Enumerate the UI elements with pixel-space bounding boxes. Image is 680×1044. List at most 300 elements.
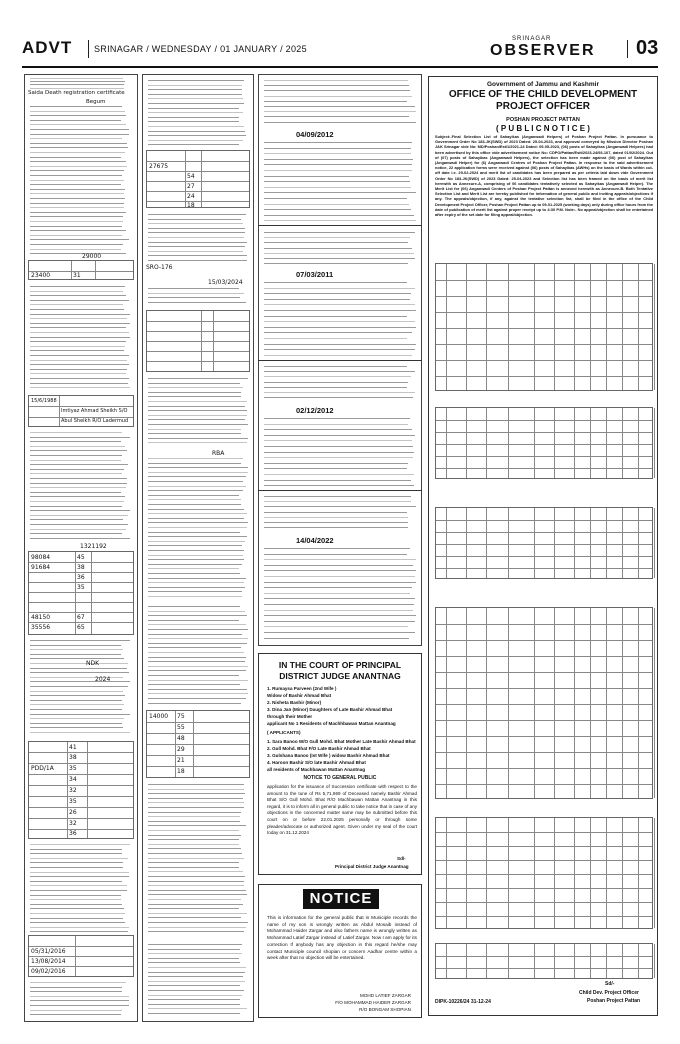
text-line [148,251,243,252]
text-line [264,474,414,475]
text-line [148,433,241,434]
text-line [148,237,244,238]
text-line [148,862,239,863]
text-line [148,962,240,963]
text-line [264,338,407,339]
text-line [264,397,413,398]
court-body: application for the issuance of Succession certificate with respect to the amount to the tune of Rs 5,71,969 of Deceased namely Bashir Ahmad Bhat S/O Gull Mohd. Bhat R/O Machbawan Mattan Anantnag in this regard, it is to inform all in general public to take notice that in case of any objections in the concerned matter same may be submitted before this court on or before 22.01.2025 personally or through some pleader/advocate or authorized agent. Given under my seal of the court today on 31.12.2024 [267,784,417,836]
text-line [148,835,241,836]
text-line [264,576,415,577]
text-line [148,518,244,519]
text-line [264,506,416,507]
text-line [148,255,247,256]
text-line [148,532,240,533]
urdu-notice-date-4: 14/04/2022 [296,536,334,545]
text-line [264,559,416,560]
respondent-line: 1. Sara Banoo W/O Gull Mohd. Bhat Mother Late Bashir Ahmad Bhat [267,739,416,744]
text-line [30,120,121,121]
text-line [30,987,122,988]
text-line [264,610,413,611]
text-line [30,111,125,112]
text-line [148,661,245,662]
text-line [264,446,413,447]
text-line [264,80,408,81]
merit-table [435,507,653,579]
text-line [148,927,246,928]
text-line [148,260,247,261]
text-line [148,812,241,813]
text-line [148,981,245,982]
text-line [30,341,126,342]
text-line [30,881,122,882]
text-line [30,529,126,530]
text-line [148,582,244,583]
text-line [264,310,416,311]
text-line [264,288,415,289]
text-line [264,116,409,117]
text-line [264,522,408,523]
text-line [148,214,246,215]
text-line [148,1013,240,1014]
text-line [148,848,241,849]
text-line [148,825,246,826]
text-line [264,570,416,571]
text-line [30,373,126,374]
notice-divider [258,490,422,491]
amount-label: 29000 [82,253,102,260]
text-line [30,369,127,370]
text-line [264,424,408,425]
text-line [30,709,122,710]
text-line [264,220,416,221]
text-line [264,90,410,91]
text-line [30,300,129,301]
dipk-number: DIPK-10226/24 31-12-24 [435,999,491,1005]
court-sig-mark: Sd/- [397,856,406,861]
text-line [148,94,242,95]
text-line [264,587,412,588]
text-line [148,844,239,845]
text-line [30,496,125,497]
text-line [30,654,121,655]
text-line [264,463,408,464]
text-line [148,513,247,514]
notice-signature-2: F/O MOHAMMAD HAIDER ZARGAR [335,1000,411,1005]
text-line [148,958,239,959]
text-line [148,913,247,914]
page-header [22,36,658,62]
text-line [30,355,129,356]
text-line [148,568,239,569]
text-line [148,643,247,644]
text-line [148,634,242,635]
text-line [30,460,121,461]
text-line [30,152,125,153]
text-line [148,536,247,537]
text-line [148,476,246,477]
text-line [148,140,243,141]
merit-table [435,407,653,479]
text-line [264,565,413,566]
text-line [148,802,244,803]
text-line [148,89,242,90]
text-line [30,84,124,85]
text-line [148,117,239,118]
text-line [148,406,245,407]
text-line [30,432,122,433]
text-line [148,638,248,639]
text-line [30,931,128,932]
text-line [30,533,122,534]
text-line [264,452,414,453]
text-line [30,872,129,873]
text-line [30,253,126,254]
notice-divider [258,225,422,226]
text-line [30,501,124,502]
text-line [148,442,247,443]
text-line [30,180,124,181]
header-rule [22,66,658,68]
section-label: ADVT [22,38,73,57]
number-label: 1321192 [80,543,107,550]
notice-signature-1: MOHD LATIEF ZARGAR [360,993,411,998]
table-c: 98084 45 91684 38 36 35 48150 67 35556 65 [28,551,134,635]
masthead-paper: OBSERVER [490,42,596,59]
public-notice-title: ( P U B L I C N O T I C E ) [496,124,590,133]
text-line [264,253,414,254]
court-title: IN THE COURT OF PRINCIPAL DISTRICT JUDGE ANANTNAG [278,660,402,681]
text-line [148,383,240,384]
text-line [264,349,415,350]
text-line [30,226,122,227]
rba-label: RBA [212,450,225,457]
gov-title: Government of Jammu and Kashmir [487,81,599,88]
text-line [148,821,240,822]
respondent-line: 4. Haroon Bashir S/O late Bashir Ahmad Bhat [267,760,366,765]
text-line [30,207,124,208]
text-line [30,899,121,900]
text-line [264,621,415,622]
text-line [30,649,123,650]
text-line [30,524,128,525]
text-line [30,244,123,245]
petitioner-line: 1. Rumaysa Parveen (2nd Wife ) [267,686,337,691]
text-line [30,672,129,673]
text-line [30,235,122,236]
text-line [148,458,243,459]
text-line [30,645,121,646]
text-line [264,148,411,149]
text-line [148,657,246,658]
text-line [148,509,244,510]
text-line [148,219,241,220]
text-line [148,541,245,542]
text-line [30,295,126,296]
text-line [148,564,242,565]
text-line [264,215,414,216]
text-line [264,187,411,188]
text-line [148,944,242,945]
text-line [148,624,246,625]
year-label: 2024 [95,676,111,683]
text-line [148,135,246,136]
text-line [30,387,130,388]
text-line [148,789,244,790]
merit-table [435,607,653,799]
text-line [30,483,127,484]
text-line [30,515,128,516]
text-line [264,598,415,599]
text-line [30,487,126,488]
text-line [30,124,126,125]
text-line [148,1004,240,1005]
text-line [148,495,239,496]
text-line [148,401,247,402]
text-line [148,830,239,831]
text-line [264,366,407,367]
text-line [30,378,129,379]
text-line [30,230,126,231]
text-line [148,293,244,294]
text-line [264,593,410,594]
text-line [264,392,415,393]
urdu-notice-date-1: 04/09/2012 [296,130,334,139]
text-line [30,203,124,204]
text-line [30,455,122,456]
text-line [30,908,124,909]
text-line [30,147,128,148]
text-line [30,323,130,324]
text-line [148,486,246,487]
table-g [146,310,250,372]
header-divider [88,40,89,58]
text-line [264,293,411,294]
text-line [30,239,129,240]
text-line [264,192,416,193]
merit-table [435,943,653,979]
text-line [30,175,122,176]
text-line [148,490,243,491]
text-line [264,170,412,171]
text-line [30,695,125,696]
text-line [264,176,409,177]
text-line [148,652,244,653]
text-line [30,88,124,89]
text-line [30,538,130,539]
text-line [30,867,123,868]
text-line [30,327,126,328]
text-line [30,922,125,923]
text-line [264,237,410,238]
text-line [264,164,412,165]
text-line [264,299,410,300]
text-line [148,615,247,616]
office-title: OFFICE OF THE CHILD DEVELOPMENT PROJECT OFFICER [448,89,638,112]
text-line [148,596,242,597]
text-line [148,228,245,229]
text-line [264,387,407,388]
text-line [148,246,245,247]
text-line [264,517,408,518]
text-line [148,606,240,607]
respondent-line: 2. Gull Mohd. Bhat F/O Late Bashir Ahmad Bhat [267,746,371,751]
text-line [148,917,241,918]
text-line [148,885,244,886]
text-line [148,670,246,671]
text-line [148,647,241,648]
text-line [30,858,128,859]
text-line [264,111,416,112]
text-line [148,415,247,416]
merit-table [435,263,653,391]
text-line [148,995,242,996]
text-line [30,216,123,217]
text-line [264,615,416,616]
text-line [148,591,242,592]
text-line [264,153,411,154]
text-line [30,170,124,171]
text-line [148,611,245,612]
text-line [30,304,123,305]
text-line [148,545,242,546]
text-line [30,314,130,315]
text-line [30,189,125,190]
text-line [148,976,243,977]
text-line [148,967,246,968]
text-line [148,463,241,464]
text-line [264,159,413,160]
text-line [264,604,414,605]
text-line [148,527,247,528]
table-e: 05/31/2016 13/08/2014 09/02/2016 [28,935,134,977]
text-line [30,198,125,199]
notice-banner: NOTICE [303,889,379,909]
text-line [264,204,409,205]
text-line [30,450,127,451]
text-line [148,242,247,243]
text-line [30,691,123,692]
gov-signature-1: Child Dev. Project Officer [579,990,639,996]
text-line [148,931,244,932]
death-cert-label: Saida Death registration certificate [28,90,125,96]
text-line [148,424,248,425]
text-line [148,396,241,397]
text-line [148,223,243,224]
petitioner-line: through their Mother [267,714,313,719]
table-a: 23400 31 [28,260,134,280]
text-line [148,302,246,303]
gov-body: Subject:-Final Selection List of Sahayikas (Anganwadi Helpers) of Poshan Project Pattan. In pursuance to Government Order No 183-JK(SWD) of 2023 Dated: 25-04-2023, and approval conveyed by Mission Director Poshan J&K Srinagar vide No: MD/Poshan/Est/1/2021-24 Dated: 09-05-2023, (06) posts of Sahayikas (Anganwadi Helpers) had been advertised by this office vide advertisement notice No: CDPO/Pattan/Estt/2023-24/93-107, dated 01/02/2024. Out of (07) posts of Sahayikas (Anganwadi Helpers), the selection has been made against (06) post of Sahayikas (Anganwadi Helper) for (6) Anganwadi Centres of Poshan Project Pattan. In response to the said advertisement notice, 22 application forms were received against (06) posts of Sahayikas (AWHs) on the basis of Wards within cut-off date i.e. 29-02-2024 and merit list of candidates has been prepared as per criteria laid down vide Government Order No 183-JK(SWD) of 2023 Dated: 25-04-2023 and Selection list has been framed on the basis of merit list herewith as Annexure-A, comprising of 06 candidates tentatively selected as Sahayikas (Anganwadi Helper). The Merit List for (06) Anganwadi Centers of Poshan Project Pattan is annexed herewith as Annexure-B. Both Tentative Selection List and Merit List are hereby published for information of general public and inviting appeals/objections if any. The appeals/objection, if any, against the tentative selection list, shall be filed in the office of the Child Development Project Officer, Poshan Project Pattan up to 09-01-2025 (working days) only during office hours from the date of publication of merit list against proper receipt up to 4:30 P.M. Note:- No appeal/objection shall be entertained after expiry of the set date for filing appeal/objection. [435,134,653,218]
text-line [30,81,125,82]
text-line [148,871,243,872]
text-line [30,337,130,338]
text-line [264,96,412,97]
page-number: 03 [636,37,659,59]
notice-body: This is information for the general public that in Municiple records the name of my son is wrongly written as Abdul Mosaib instead of Mohammad Haider Zargar and also fathers name is wrongly written as Mohammad Latief Zargar instead of Latief Zargar. Now I am apply for its correction If anybody has any objection in this regard he/she may contact Municiple council shopian or concern Aadhar centre within a week after that no objection will be entertained. [267,915,417,961]
text-line [30,681,130,682]
death-cert-sub: Begum [86,99,106,105]
text-line [264,242,408,243]
text-line [264,85,409,86]
text-line [30,714,130,715]
text-line [148,894,247,895]
text-line [148,990,244,991]
text-line [148,103,244,104]
text-line [264,512,407,513]
text-line [30,904,122,905]
text-line [264,626,408,627]
text-line [30,519,123,520]
text-line [30,437,130,438]
text-line [148,949,240,950]
text-line [30,506,122,507]
respondent-line: 3. Gulshana Banoo (Ist Wife ) widow Bashir Ahmad Bhat [267,753,390,758]
text-line [30,982,126,983]
text-line [264,435,415,436]
text-line [148,999,240,1000]
text-line [148,703,241,704]
text-line [30,640,130,641]
text-line [264,468,407,469]
text-line [264,429,412,430]
text-line [148,499,241,500]
text-line [30,193,124,194]
text-line [30,166,127,167]
text-line [148,666,248,667]
text-line [30,668,127,669]
text-line [264,548,410,549]
text-line [30,996,129,997]
text-line [148,121,239,122]
gov-sig-mark: Sd/- [605,981,615,987]
text-line [148,288,239,289]
text-line [30,143,127,144]
text-line [148,504,241,505]
text-line [264,316,407,317]
text-line [264,101,407,102]
text-line [264,258,415,259]
petitioner-line: Widow of Bashir Ahmad Bhat [267,693,332,698]
text-line [264,263,408,264]
text-line [30,844,130,845]
text-line [264,582,416,583]
text-line [30,318,127,319]
text-line [148,629,248,630]
text-line [30,918,123,919]
gov-signature-2: Poshan Project Pattan [587,998,641,1004]
text-line [264,440,412,441]
text-line [148,675,239,676]
text-line [264,106,415,107]
text-line [30,446,125,447]
text-line [148,429,241,430]
table-d: 41 38 PDD/1A 35 34 32 35 26 32 36 [28,741,134,839]
text-line [30,383,128,384]
text-line [148,131,245,132]
public-notice [258,884,422,1018]
text-line [30,991,122,992]
text-line [148,392,241,393]
court-signature: Principal District Judge Anantnag [335,864,409,869]
court-notice [258,653,422,875]
petitioner-line: 3. Dina Jan (Minor) Daughters of Late Bashir Ahmad Bhat [267,707,393,712]
text-line [148,467,248,468]
text-line [30,469,124,470]
text-line [30,134,129,135]
sro-label: SRO-176 [146,264,173,271]
text-line [30,849,122,850]
text-line [148,555,243,556]
